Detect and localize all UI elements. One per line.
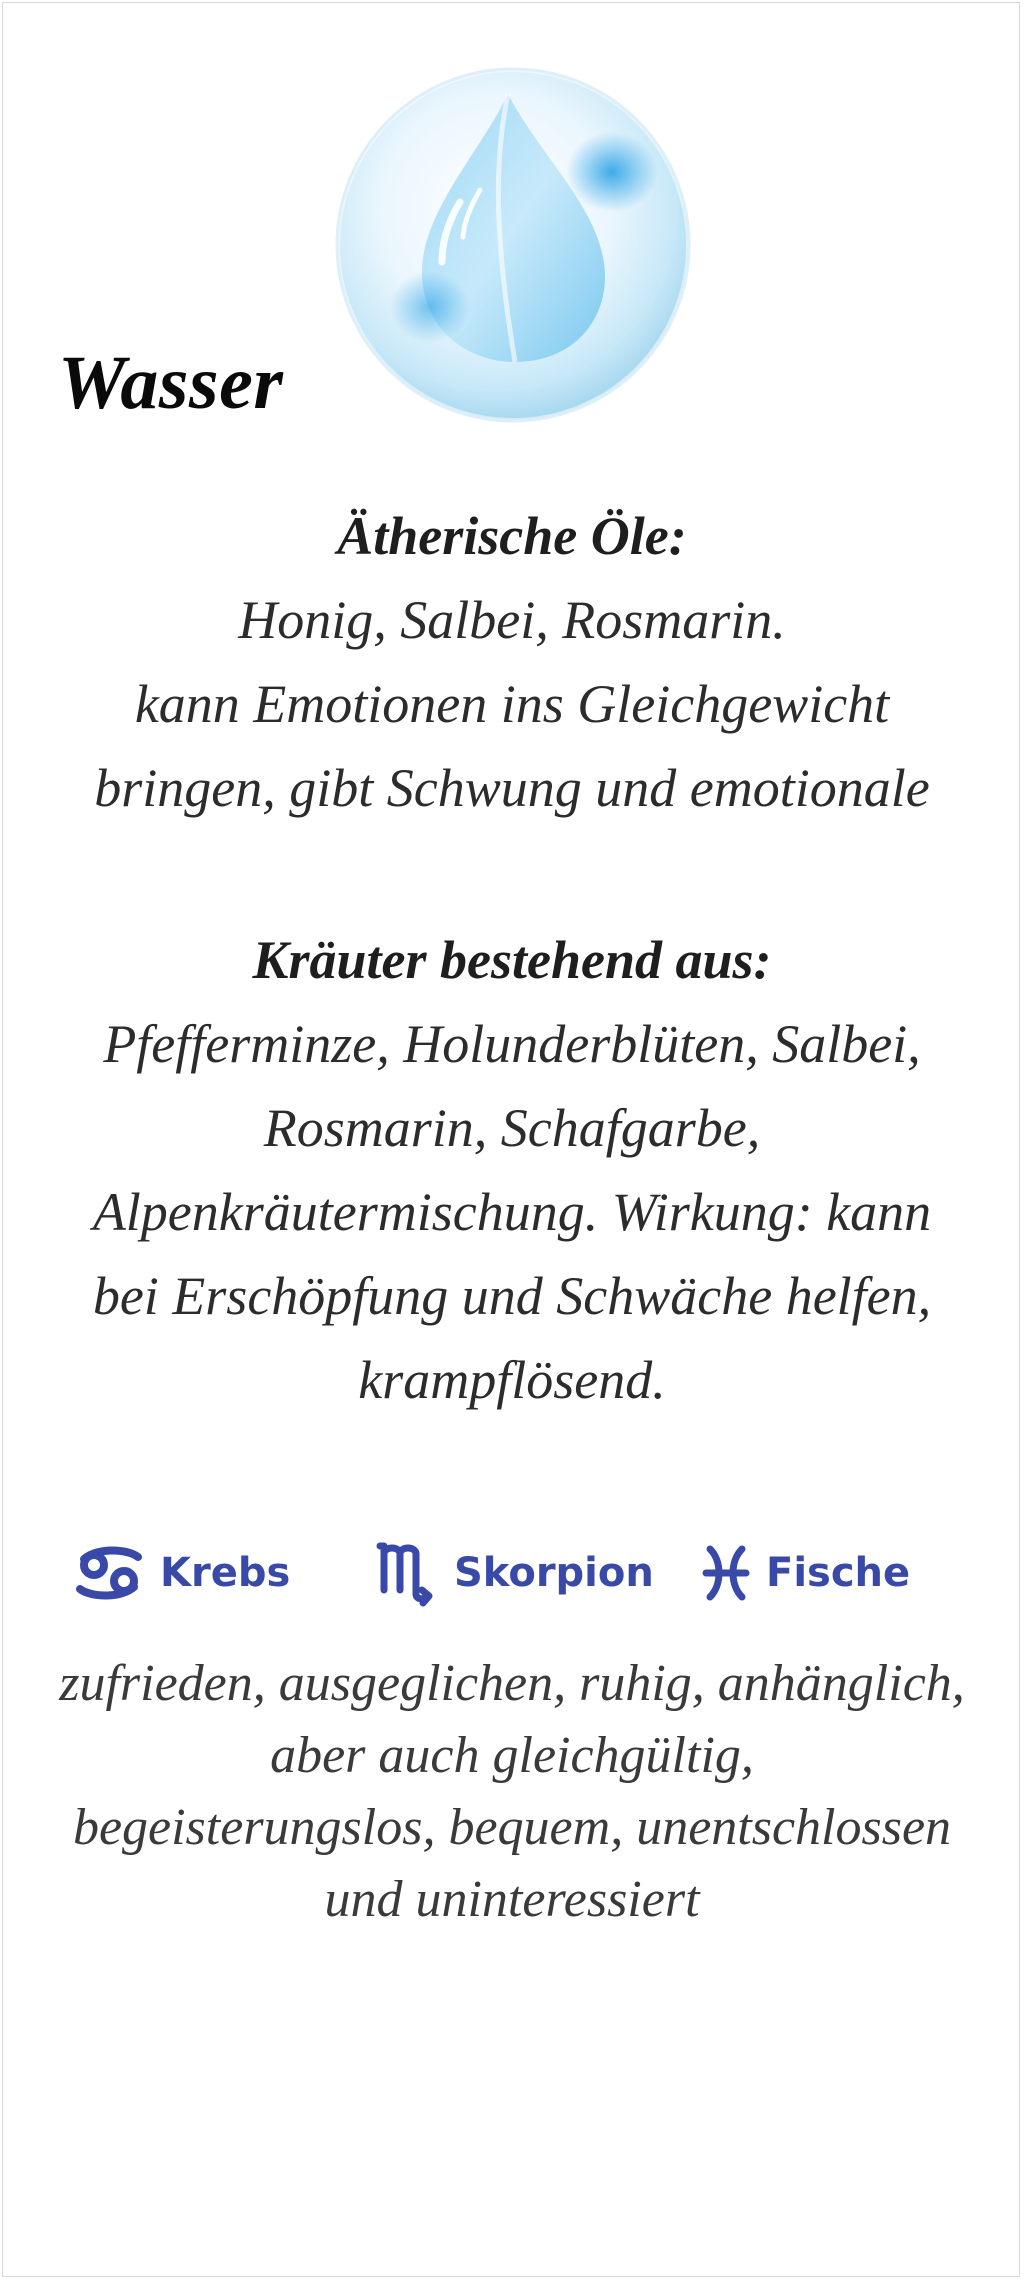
oils-line: kann Emotionen ins Gleichgewicht (134, 674, 890, 734)
cancer-icon (74, 1543, 144, 1603)
essential-oils-section (40, 494, 984, 830)
sign-skorpion (376, 1532, 654, 1614)
pisces-icon (702, 1543, 750, 1603)
herbs-line: krampflösend. (358, 1350, 666, 1410)
oils-line: bringen, gibt Schwung und emotionale (94, 758, 930, 818)
traits-line: aber auch gleichgültig, (270, 1727, 754, 1784)
traits-text (20, 1648, 1004, 1936)
sign-label: Skorpion (454, 1550, 654, 1596)
herbs-line: bei Erschöpfung und Schwäche helfen, (92, 1266, 932, 1326)
traits-line: zufrieden, ausgeglichen, ruhig, anhänglich, (59, 1655, 965, 1712)
traits-line: begeisterungslos, bequem, unentschlossen (72, 1799, 952, 1856)
oils-heading: Ätherische Öle: (337, 506, 687, 566)
zodiac-signs-row (70, 1532, 970, 1614)
sign-label: Krebs (160, 1550, 291, 1596)
sign-krebs (74, 1532, 290, 1614)
oils-line: Honig, Salbei, Rosmarin. (238, 590, 786, 650)
scorpio-icon (376, 1538, 438, 1608)
herbs-section (40, 918, 984, 1422)
water-drop-icon (330, 62, 696, 428)
herbs-line: Rosmarin, Schafgarbe, (263, 1098, 761, 1158)
traits-line: und uninteressiert (324, 1871, 700, 1928)
sign-label: Fische (766, 1550, 911, 1596)
herbs-line: Alpenkräutermischung. Wirkung: kann (92, 1182, 932, 1242)
sign-fische (702, 1532, 910, 1614)
page-title: Wasser (58, 341, 284, 425)
herbs-line: Pfefferminze, Holunderblüten, Salbei, (103, 1014, 921, 1074)
herbs-heading: Kräuter bestehend aus: (252, 930, 772, 990)
